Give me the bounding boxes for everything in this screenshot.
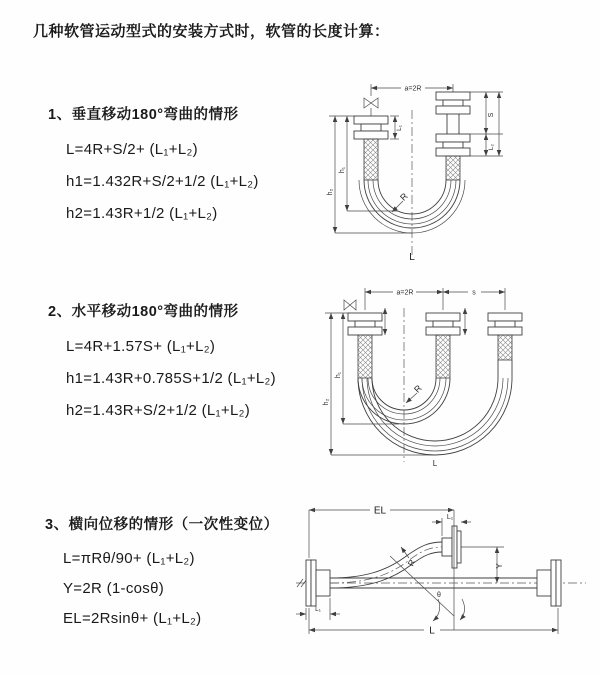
section-lateral-displacement [45,513,325,634]
right-flange-pipe [436,92,470,180]
dim-s-label: s [472,289,476,297]
diagram-1-drawing [313,70,565,265]
dimension-s-l2 [460,92,503,156]
radius-callout [392,191,410,212]
angle-theta-label: θ [437,592,441,599]
formula-y: Y=2R (1-cosθ) [63,580,165,597]
dim-l2-label: L₂ [488,143,495,151]
dim-h2-label: h₂ [327,188,334,196]
section-1-heading: 1、垂直移动180°弯曲的情形 [48,107,239,123]
dim-h2-label: h₂ [323,398,330,406]
dim-a2r-label: a=2R [404,85,422,93]
formula-length: L=4R+S/2+ (L₁+L₂) [66,141,198,158]
middle-flange-pipe [426,313,460,378]
length-label: L [432,459,438,468]
diagram-lateral-displacement [292,498,594,648]
formula-h2: h2=1.43R+S/2+1/2 (L₁+L₂) [66,402,251,419]
formula-length: L=πRθ/90+ (L₁+L₂) [63,550,195,567]
formula-h1: h1=1.43R+0.785S+1/2 (L₁+L₂) [66,370,276,387]
valve-icon [344,300,356,310]
dimension-l1 [390,116,403,139]
formula-h2: h2=1.43R+1/2 (L₁+L₂) [66,205,218,222]
section-2-heading: 2、水平移动180°弯曲的情形 [48,304,239,320]
dimension-l1-top [432,514,471,536]
dim-el-label: EL [373,505,387,517]
left-flange-pipe [348,313,382,378]
right-flange-pipe [488,313,522,378]
dimension-el [309,506,454,631]
radius-label: R [412,383,424,395]
valve-icon [364,98,378,116]
left-flange [306,560,330,606]
upper-flange-plate [457,531,461,563]
dim-h1-label: h₁ [339,166,346,174]
diagram-2-drawing [313,280,565,475]
formula-length: L=4R+1.57S+ (L₁+L₂) [66,338,216,355]
page-title: 几种软管运动型式的安装方式时，软管的长度计算： [33,23,390,40]
dimension-a2r-s [365,288,505,310]
radius-label: R [398,191,410,203]
upper-flange-hub [442,538,452,556]
dim-l1-label: L₁ [396,125,403,131]
dim-y-label: Y [495,563,504,569]
hose-u-position-2 [358,378,512,455]
dim-a2r-label: a=2R [396,289,414,297]
radius-callout [406,383,424,403]
dim-s-label: S [488,112,495,118]
dim-l1-left-label: L₁ [315,606,321,613]
dim-h1-label: h₁ [335,371,342,379]
formula-el: EL=2Rsinθ+ (L₁+L₂) [63,610,202,627]
dim-l-label: L [429,625,435,637]
section-3-heading: 3、横向位移的情形（一次性变位） [45,517,279,533]
length-label: L [409,252,415,263]
dim-l1-top-label: L₁ [446,514,454,521]
section-horizontal-180 [48,300,328,427]
upper-flange-plate [452,526,457,568]
radius-label: R [405,557,418,568]
right-flange [537,560,561,606]
dimension-l1-left [296,598,340,620]
hose-displaced-position [330,526,461,588]
left-flange-pipe [354,116,388,180]
diagram-vertical-180 [313,70,565,265]
dimension-l [309,608,558,637]
formula-h1: h1=1.432R+S/2+1/2 (L₁+L₂) [66,173,259,190]
diagram-horizontal-180 [313,280,565,475]
section-vertical-180 [48,103,328,230]
diagram-3-drawing [292,498,594,648]
